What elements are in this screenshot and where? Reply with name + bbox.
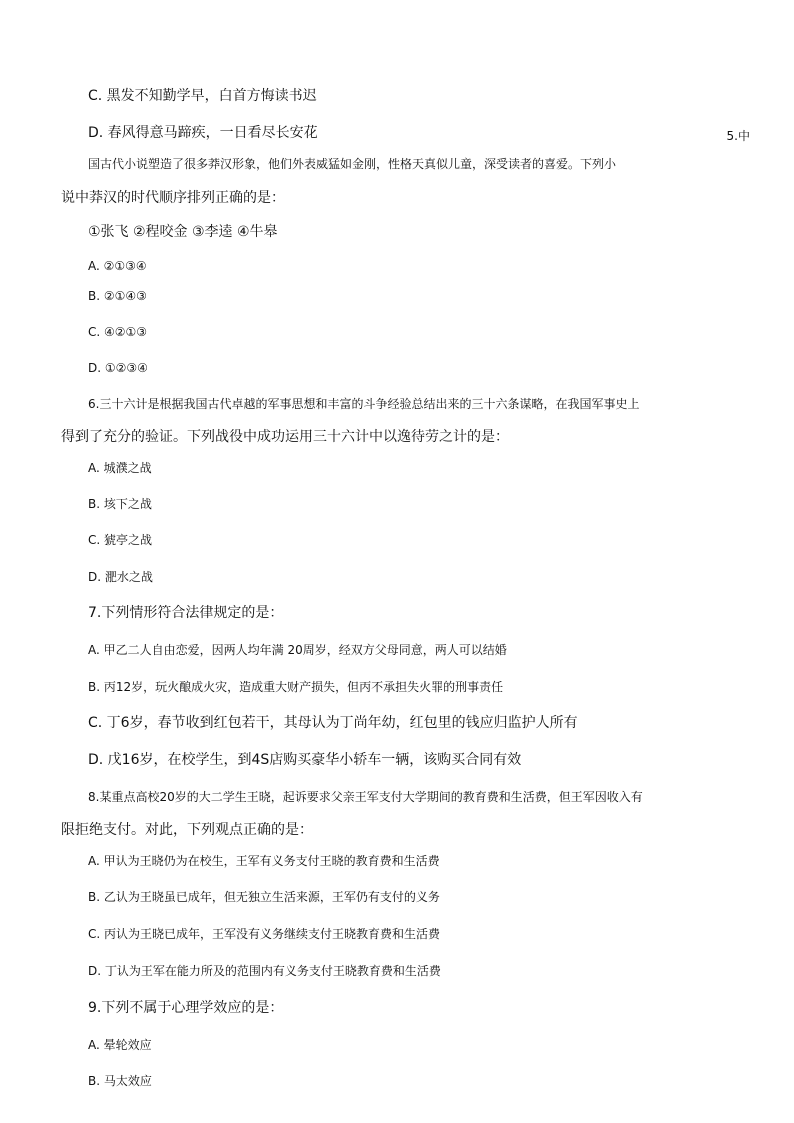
q6-option-d: D. 淝水之战 — [88, 570, 153, 584]
q8-stem-line2: 限拒绝支付。对此，下列观点正确的是： — [61, 822, 313, 838]
q9-option-a: A. 晕轮效应 — [88, 1038, 152, 1052]
q9-option-b: B. 马太效应 — [88, 1074, 152, 1088]
q8-option-c: C. 丙认为王晓已成年，王军没有义务继续支付王晓教育费和生活费 — [88, 927, 441, 941]
q6-stem-line2: 得到了充分的验证。下列战役中成功运用三十六计中以逸待劳之计的是： — [61, 429, 509, 445]
q5-items: ①张飞 ②程咬金 ③李逵 ④牛皋 — [88, 224, 278, 240]
q6-option-b: B. 垓下之战 — [88, 497, 152, 511]
q7-option-b: B. 丙12岁，玩火酿成火灾，造成重大财产损失，但丙不承担失火罪的刑事责任 — [88, 680, 504, 694]
q5-option-a: A. ②①③④ — [88, 259, 147, 273]
q8-option-a: A. 甲认为王晓仍为在校生，王军有义务支付王晓的教育费和生活费 — [88, 854, 440, 868]
q5-option-b: B. ②①④③ — [88, 289, 147, 303]
q9-stem: 9.下列不属于心理学效应的是： — [88, 1000, 284, 1016]
q7-option-d: D. 戊16岁，在校学生，到4S店购买豪华小轿车一辆，该购买合同有效 — [88, 752, 522, 768]
q4-option-c: C. 黑发不知勤学早，白首方悔读书迟 — [88, 88, 317, 104]
q5-option-c: C. ④②①③ — [88, 325, 148, 339]
q8-stem-line1: 8.某重点高校20岁的大二学生王晓，起诉要求父亲王军支付大学期间的教育费和生活费，但王军因收入有 — [88, 790, 643, 804]
q6-stem-line1: 6.三十六计是根据我国古代卓越的军事思想和丰富的斗争经验总结出来的三十六条谋略，在我国军事史上 — [88, 397, 640, 411]
q4-option-d: D. 春风得意马蹄疾，一日看尽长安花 — [88, 125, 318, 141]
q5-stem-line1: 国古代小说塑造了很多莽汉形象，他们外表威猛如金刚，性格天真似儿童，深受读者的喜爱。下列小 — [88, 157, 617, 171]
q7-option-a: A. 甲乙二人自由恋爱，因两人均年满 20周岁，经双方父母同意，两人可以结婚 — [88, 643, 507, 657]
q5-stem-line2: 说中莽汉的时代顺序排列正确的是： — [61, 190, 285, 206]
q7-option-c: C. 丁6岁，春节收到红包若干，其母认为丁尚年幼，红包里的钱应归监护人所有 — [88, 715, 578, 731]
q7-stem: 7.下列情形符合法律规定的是： — [88, 605, 284, 621]
q8-option-d: D. 丁认为王军在能力所及的范围内有义务支付王晓教育费和生活费 — [88, 964, 441, 978]
q6-option-a: A. 城濮之战 — [88, 461, 152, 475]
q6-option-c: C. 猇亭之战 — [88, 533, 153, 547]
q8-option-b: B. 乙认为王晓虽已成年，但无独立生活来源，王军仍有支付的义务 — [88, 890, 440, 904]
q5-option-d: D. ①②③④ — [88, 361, 148, 375]
q5-number: 5.中 — [726, 129, 750, 143]
